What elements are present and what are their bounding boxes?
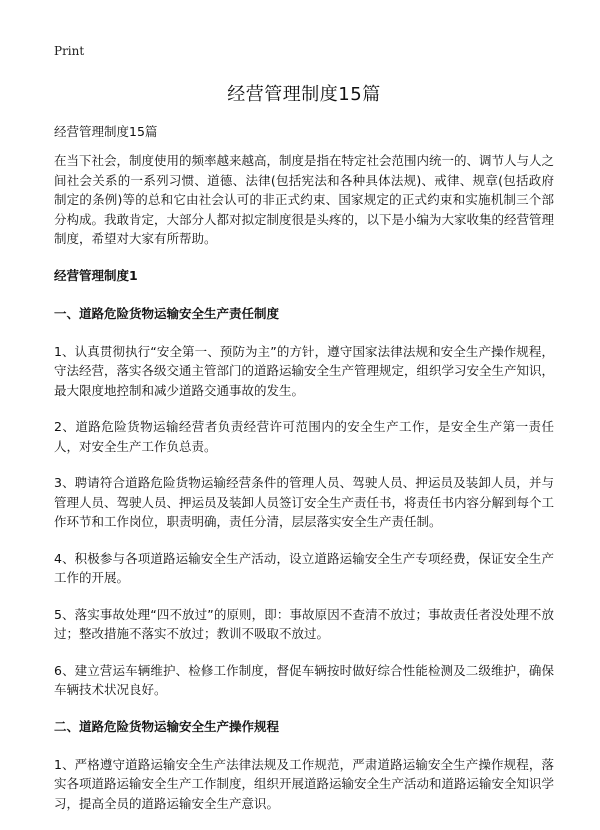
part1-item-5: 5、落实事故处理“四不放过”的原则，即：事故原因不查清不放过；事故责任者没处理不放过；整改措施不落实不放过；教训不吸取不放过。 — [54, 606, 555, 641]
part1-item-6: 6、建立营运车辆维护、检修工作制度，督促车辆按时做好综合性能检测及二级维护，确保车辆技术状况良好。 — [54, 662, 554, 697]
part1-item-4: 4、积极参与各项道路运输安全生产活动，设立道路运输安全生产专项经费，保证安全生产工作的开展。 — [54, 550, 554, 585]
part2-item-1: 1、严格遵守道路运输安全生产法律法规及工作规范，严肃道路运输安全生产操作规程，落实各项道路运输安全生产工作制度，组织开展道路运输安全生产活动和道路运输安全知识学习，提高全员的道路运输安全生产意识。 — [54, 756, 555, 811]
part-heading-1: 一、道路危险货物运输安全生产责任制度 — [54, 305, 280, 321]
part1-item-3: 3、聘请符合道路危险货物运输经营条件的管理人员、驾驶人员、押运员及装卸人员，并与管理人员、驾驶人员、押运员及装卸人员签订安全生产责任书，将责任书内容分解到每个工作环节和工作岗位，职责明确，责任分清，层层落实安全生产责任制。 — [54, 475, 555, 529]
document-subtitle: 经营管理制度15篇 — [54, 124, 158, 139]
part1-item-2: 2、道路危险货物运输经营者负责经营许可范围内的安全生产工作，是安全生产第一责任人，对安全生产工作负总责。 — [54, 419, 554, 454]
section-heading-1: 经营管理制度1 — [54, 267, 138, 283]
print-label: Print — [54, 44, 85, 58]
intro-paragraph: 在当下社会，制度使用的频率越来越高，制度是指在特定社会范围内统一的、调节人与人之间社会关系的一系列习惯、道德、法律(包括宪法和各种具体法规)、戒律、规章(包括政府制定的条例)等的总和它由社会认可的非正式约束、国家规定的正式约束和实施机制三个部分构成。我敢肯定，大部分人都对拟定制度很是头疼的，以下是小编为大家收集的经营管理制度，希望对大家有所帮助。 — [54, 153, 555, 246]
document-body — [54, 151, 554, 830]
page-title: 经营管理制度15篇 — [227, 84, 381, 105]
part1-item-1: 1、认真贯彻执行“安全第一、预防为主”的方针，遵守国家法律法规和安全生产操作规程，守法经营，落实各级交通主管部门的道路运输安全生产管理规定，组织学习安全生产知识，最大限度地控制和减少道路交通事故的发生。 — [54, 343, 555, 398]
part-heading-2: 二、道路危险货物运输安全生产操作规程 — [54, 718, 280, 734]
